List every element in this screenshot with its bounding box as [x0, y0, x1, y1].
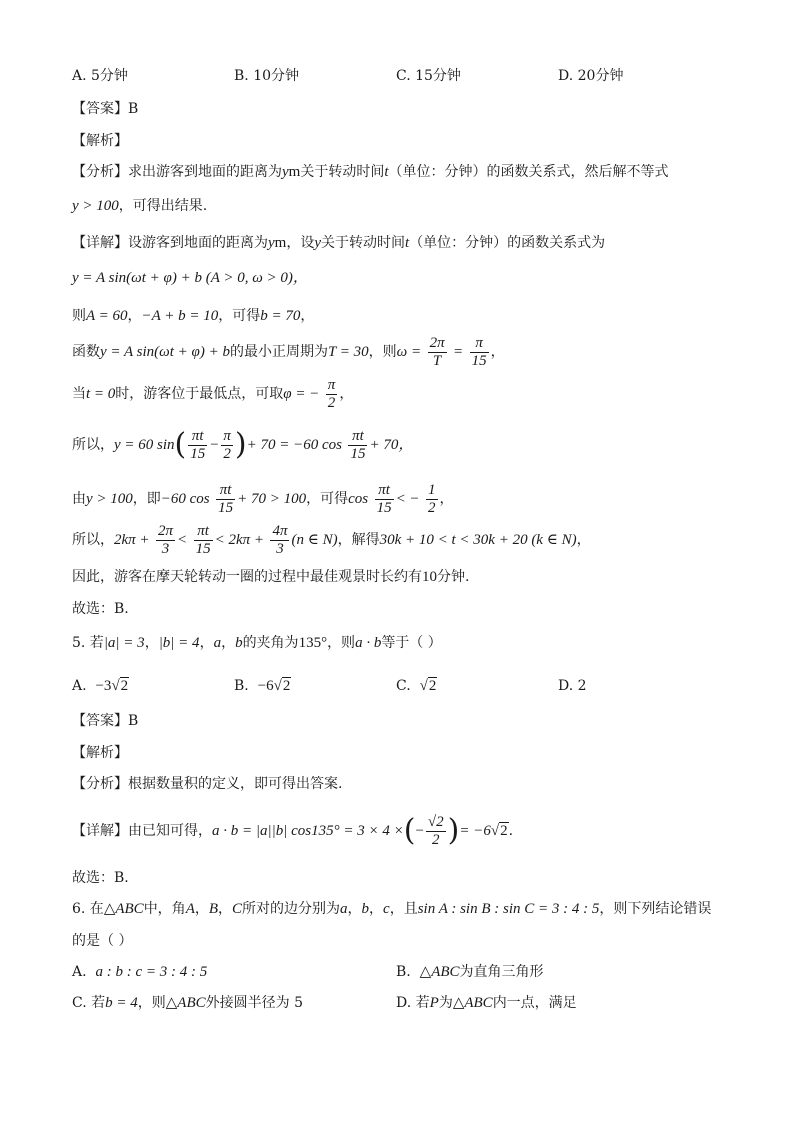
- q4-step-expression: 所以，y = 60 sin( $\frac{\pi t}{15}$ − $\frac{\pi}{2}$ )+ 70 = −60 cos $\frac{\pi t}{15}$ + 70，: [72, 427, 414, 462]
- q4-choose: 故选：B.: [72, 601, 129, 617]
- q6-option-d: D. 若P为△ABC内一点，满足: [396, 995, 577, 1011]
- q4-step-range: 所以，2kπ + $\frac{2\pi}{3}$ < $\frac{\pi t}{15}$ < 2kπ + $\frac{4\pi}{3}$ (n ∈ N)，解得30k + 10 < t < 30k + 20 (k ∈ N)，: [72, 522, 591, 557]
- q4-conclusion: 因此，游客在摩天轮转动一圈的过程中最佳观景时长约有10分钟.: [72, 569, 470, 585]
- q4-equation-general: y = A sin(ωt + φ) + b (A > 0, ω > 0)，: [72, 270, 308, 286]
- fraction: $\frac{\pi t}{15}$: [190, 427, 206, 462]
- q4-step-inequality: 由y > 100，即−60 cos $\frac{\pi t}{15}$ + 70 > 100，可得cos $\frac{\pi t}{15}$ < − $\frac{1}{2}$ ，: [72, 481, 454, 516]
- q4-option-d: D. 20分钟: [558, 68, 624, 84]
- q4-step-lowest-point: 当t = 0时，游客位于最低点，可取φ = − $\frac{\pi}{2}$ ，: [72, 376, 354, 411]
- q4-analysis-heading: 【解析】: [72, 133, 128, 149]
- fraction: $\frac{\pi t}{15}$: [350, 427, 366, 462]
- q5-xiangjie: 【详解】由已知可得，a · b = |a||b| cos135° = 3 × 4 ×(− $\frac{√2}{2}$ )= −6√2.: [72, 813, 514, 848]
- q6-option-b: B. △ABC为直角三角形: [396, 964, 544, 980]
- fraction: $\frac{\pi t}{15}$: [218, 481, 234, 516]
- q5-choose: 故选：B.: [72, 870, 129, 886]
- q5-analysis-heading: 【解析】: [72, 745, 128, 761]
- q4-xiangjie-line1: 【详解】设游客到地面的距离为ym，设y关于转动时间t（单位：分钟）的函数关系式为: [72, 235, 606, 251]
- q5-option-d: D. 2: [558, 678, 587, 694]
- q4-option-c: C. 15分钟: [396, 68, 461, 84]
- q4-answer: 【答案】B: [72, 101, 139, 117]
- fraction: $\frac{2\pi}{3}$: [158, 522, 174, 557]
- q6-stem-line2: 的是（ ）: [72, 933, 133, 949]
- q4-step-amplitude: 则A = 60，−A + b = 10，可得b = 70，: [72, 308, 315, 324]
- fraction: $\frac{\pi t}{15}$: [195, 522, 211, 557]
- fraction: $\frac{√2}{2}$: [427, 813, 444, 848]
- q4-option-a: A. 5分钟: [72, 68, 128, 84]
- fraction: $\frac{4\pi}{3}$: [272, 522, 288, 557]
- q6-option-c: C. 若b = 4，则△ABC外接圆半径为 5: [72, 995, 303, 1011]
- q5-option-a: A. −3√2: [72, 678, 129, 694]
- fraction: $\frac{\pi}{2}$: [327, 376, 336, 411]
- q4-option-b: B. 10分钟: [234, 68, 300, 84]
- fraction: $\frac{2\pi}{T}$: [429, 334, 445, 369]
- fraction: $\frac{\pi}{15}$: [471, 334, 487, 369]
- fraction: $\frac{\pi t}{15}$: [376, 481, 392, 516]
- fraction: $\frac{\pi}{2}$: [223, 427, 231, 462]
- q4-fenxi-line1: 【分析】求出游客到地面的距离为ym关于转动时间t（单位：分钟）的函数关系式，然后解不等式: [72, 164, 669, 180]
- q4-fenxi-line2: y > 100，可得出结果.: [72, 198, 208, 214]
- fraction: $\frac{1}{2}$: [428, 481, 436, 516]
- q5-option-b: B. −6√2: [234, 678, 291, 694]
- q4-step-period: 函数y = A sin(ωt + φ) + b的最小正周期为T = 30，则ω = $\frac{2\pi}{T}$ = $\frac{\pi}{15}$ ，: [72, 334, 505, 369]
- q6-option-a: A. a : b : c = 3 : 4 : 5: [72, 964, 208, 980]
- q5-fenxi: 【分析】根据数量积的定义，即可得出答案.: [72, 776, 343, 792]
- q5-answer: 【答案】B: [72, 713, 139, 729]
- q5-stem: 5. 若|a| = 3，|b| = 4，a，b的夹角为135°，则a · b等于（ ）: [72, 635, 442, 651]
- q5-option-c: C. √2: [396, 678, 437, 694]
- q6-stem-line1: 6. 在△ABC中，角A，B，C所对的边分别为a，b，c，且sin A : sin B : sin C = 3 : 4 : 5，则下列结论错误: [72, 901, 712, 917]
